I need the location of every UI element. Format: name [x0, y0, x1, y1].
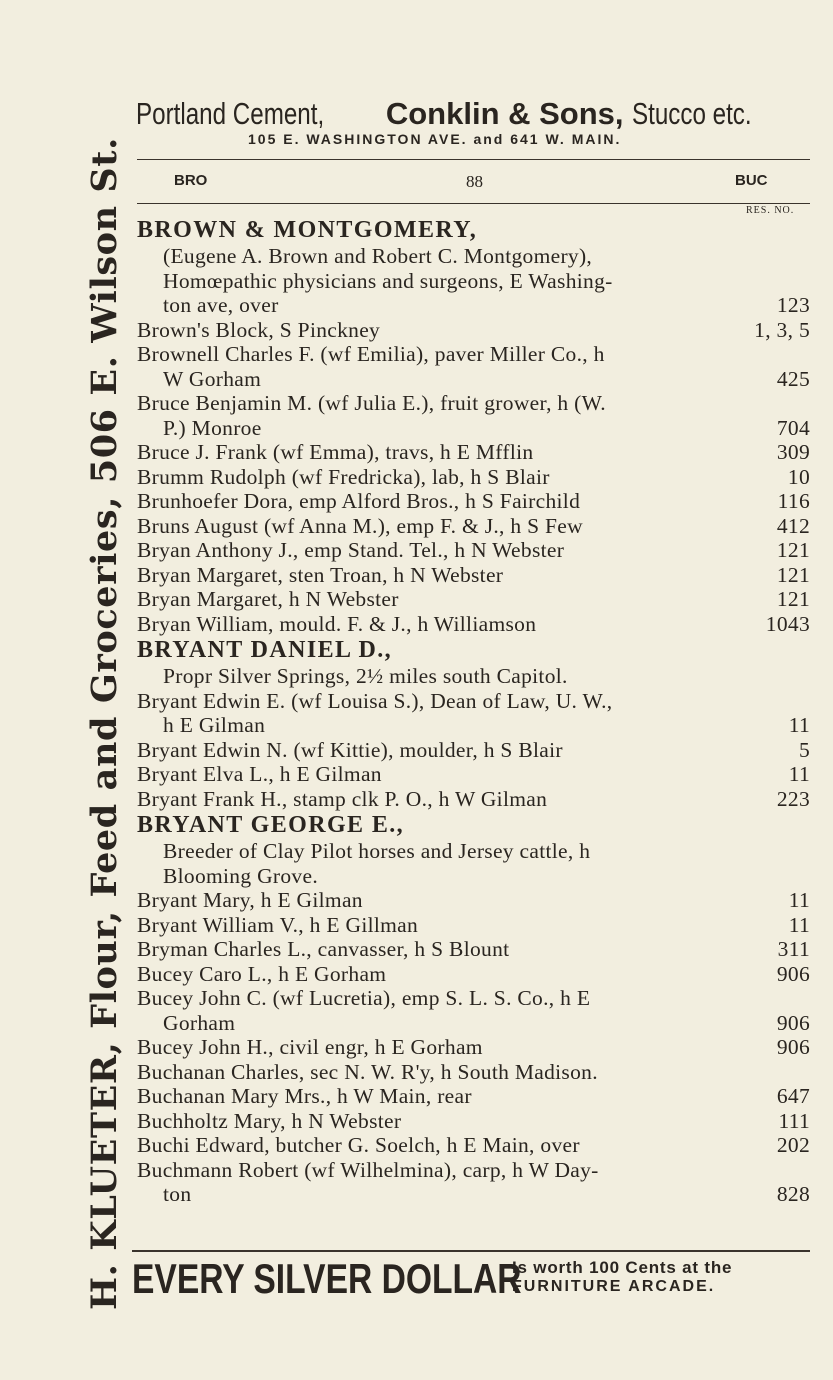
footer-tagline: Is worth 100 Cents at the	[512, 1258, 733, 1277]
entry-text: Bryman Charles L., canvasser, h S Blount	[137, 937, 510, 961]
directory-listing	[137, 216, 810, 1207]
residence-number: 1, 3, 5	[754, 317, 810, 342]
entry-text: Bruce J. Frank (wf Emma), travs, h E Mfflin	[137, 440, 534, 464]
entry-text: Homœpathic physicians and surgeons, E Washing-	[163, 268, 613, 293]
footer-store-name: FURNITURE ARCADE.	[512, 1278, 716, 1295]
residence-number: 412	[776, 513, 810, 538]
res-no-label: RES. NO.	[746, 205, 795, 216]
header-ad-part2: Conklin & Sons,	[385, 96, 624, 131]
residence-number: 906	[776, 1010, 810, 1035]
entry-text: Buchholtz Mary, h N Webster	[137, 1108, 402, 1133]
directory-entry	[137, 738, 810, 763]
residence-number: 121	[776, 538, 810, 562]
directory-entry	[137, 342, 810, 367]
directory-entry	[137, 244, 810, 269]
directory-entry	[137, 269, 810, 294]
entry-text: Buchi Edward, butcher G. Soelch, h E Main, over	[137, 1133, 580, 1157]
directory-entry	[137, 538, 810, 563]
directory-entry	[137, 1084, 810, 1109]
residence-number: 11	[788, 762, 810, 786]
entry-text: Bryan Anthony J., emp Stand. Tel., h N Webster	[137, 538, 565, 562]
page-number: 88	[466, 172, 483, 191]
footer-advertisement	[132, 1256, 810, 1302]
header-ad-part1: Portland Cement,	[136, 96, 325, 131]
residence-number: 11	[788, 912, 810, 937]
entry-text: Bryan William, mould. F. & J., h Williamson	[137, 611, 537, 636]
entry-text: h E Gilman	[163, 713, 266, 737]
directory-entry	[137, 514, 810, 539]
residence-number: 906	[776, 961, 810, 986]
directory-entry	[137, 762, 810, 787]
residence-number: 10	[787, 464, 810, 489]
directory-entry	[137, 1011, 810, 1036]
residence-number: 121	[776, 562, 810, 587]
entry-text: Brunhoefer Dora, emp Alford Bros., h S Fairchild	[137, 489, 581, 513]
entry-text: Gorham	[163, 1010, 236, 1035]
residence-number: 309	[776, 440, 810, 464]
directory-entry	[137, 888, 810, 913]
footer-headline: EVERY SILVER DOLLAR	[132, 1255, 522, 1302]
header-advertisement	[136, 96, 810, 132]
directory-entry	[137, 664, 810, 689]
entry-text: BRYANT DANIEL D.,	[137, 637, 393, 663]
directory-entry	[137, 787, 810, 812]
header-address: 105 E. WASHINGTON AVE. and 641 W. MAIN.	[248, 131, 622, 147]
entry-text: W Gorham	[163, 366, 262, 391]
directory-entry	[137, 713, 810, 738]
residence-number: 123	[776, 293, 810, 317]
directory-entry	[137, 587, 810, 612]
entry-text: BRYANT GEORGE E.,	[137, 812, 405, 838]
running-head-left: BRO	[174, 172, 208, 189]
directory-entry	[137, 612, 810, 637]
directory-entry	[137, 391, 810, 416]
directory-entry	[137, 416, 810, 441]
directory-entry	[137, 1182, 810, 1207]
entry-text: P.) Monroe	[163, 415, 262, 440]
directory-entry	[137, 689, 810, 714]
directory-entry	[137, 1109, 810, 1134]
entry-text: Bryan Margaret, h N Webster	[137, 587, 399, 611]
entry-text: Bucey Caro L., h E Gorham	[137, 961, 387, 986]
directory-entry	[137, 440, 810, 465]
directory-entry	[137, 489, 810, 514]
residence-number: 116	[777, 489, 810, 513]
residence-number: 202	[776, 1133, 810, 1157]
entry-text: Bryan Margaret, sten Troan, h N Webster	[137, 562, 504, 587]
directory-entry	[137, 1060, 810, 1085]
business-heading	[137, 636, 810, 664]
residence-number: 11	[788, 888, 810, 912]
entry-text: Brumm Rudolph (wf Fredricka), lab, h S Blair	[137, 464, 550, 489]
residence-number: 425	[776, 366, 810, 391]
residence-number: 647	[776, 1084, 810, 1108]
directory-entry	[137, 465, 810, 490]
entry-text: Bryant Frank H., stamp clk P. O., h W Gilman	[137, 786, 548, 811]
entry-text: ton	[163, 1182, 192, 1206]
entry-text: Bucey John H., civil engr, h E Gorham	[137, 1035, 483, 1059]
residence-number: 11	[788, 713, 810, 737]
directory-entry	[137, 986, 810, 1011]
directory-entry	[137, 839, 810, 864]
directory-entry	[137, 293, 810, 318]
entry-text: (Eugene A. Brown and Robert C. Montgomery),	[163, 244, 593, 268]
business-heading	[137, 216, 810, 244]
residence-number: 906	[776, 1035, 810, 1059]
entry-text: Bryant Edwin N. (wf Kittie), moulder, h S Blair	[137, 737, 563, 762]
entry-text: Blooming Grove.	[163, 863, 318, 888]
entry-text: Bryant William V., h E Gillman	[137, 912, 419, 937]
entry-text: Bruns August (wf Anna M.), emp F. & J., h S Few	[137, 513, 583, 538]
side-advertisement: H. KLUETER, Flour, Feed and Groceries, 506 E. Wilson St.	[84, 137, 125, 1310]
entry-text: Bryant Mary, h E Gilman	[137, 888, 363, 912]
entry-text: BROWN & MONTGOMERY,	[137, 217, 478, 243]
directory-entry	[137, 1035, 810, 1060]
residence-number: 5	[798, 737, 810, 762]
directory-entry	[137, 1133, 810, 1158]
footer-rule	[132, 1250, 810, 1252]
header-rule	[137, 159, 810, 160]
residence-number: 223	[776, 786, 810, 811]
header-ad-part3: Stucco etc.	[632, 96, 752, 131]
residence-number: 1043	[765, 611, 810, 636]
entry-text: Breeder of Clay Pilot horses and Jersey cattle, h	[163, 839, 591, 863]
residence-number: 704	[776, 415, 810, 440]
entry-text: Bruce Benjamin M. (wf Julia E.), fruit grower, h (W.	[137, 391, 606, 415]
directory-entry	[137, 913, 810, 938]
directory-entry	[137, 1158, 810, 1183]
residence-number: 828	[776, 1182, 810, 1206]
running-head-right: BUC	[735, 172, 768, 189]
directory-entry	[137, 937, 810, 962]
residence-number: 111	[778, 1108, 810, 1133]
entry-text: Propr Silver Springs, 2½ miles south Capitol.	[163, 664, 568, 688]
entry-text: Buchanan Charles, sec N. W. R'y, h South Madison.	[137, 1059, 598, 1084]
directory-entry	[137, 318, 810, 343]
entry-text: Brownell Charles F. (wf Emilia), paver Miller Co., h	[137, 342, 605, 366]
entry-text: Brown's Block, S Pinckney	[137, 317, 381, 342]
entry-text: Bryant Edwin E. (wf Louisa S.), Dean of Law, U. W.,	[137, 688, 613, 713]
directory-entry	[137, 864, 810, 889]
business-heading	[137, 811, 810, 839]
residence-number: 311	[777, 937, 810, 961]
entry-text: Buchanan Mary Mrs., h W Main, rear	[137, 1084, 472, 1108]
directory-entry	[137, 367, 810, 392]
directory-entry	[137, 962, 810, 987]
directory-entry	[137, 563, 810, 588]
entry-text: Buchmann Robert (wf Wilhelmina), carp, h W Day-	[137, 1157, 599, 1182]
entry-text: ton ave, over	[163, 293, 279, 317]
running-head-rule	[137, 203, 810, 204]
entry-text: Bryant Elva L., h E Gilman	[137, 762, 382, 786]
entry-text: Bucey John C. (wf Lucretia), emp S. L. S. Co., h E	[137, 986, 591, 1010]
residence-number: 121	[776, 587, 810, 611]
